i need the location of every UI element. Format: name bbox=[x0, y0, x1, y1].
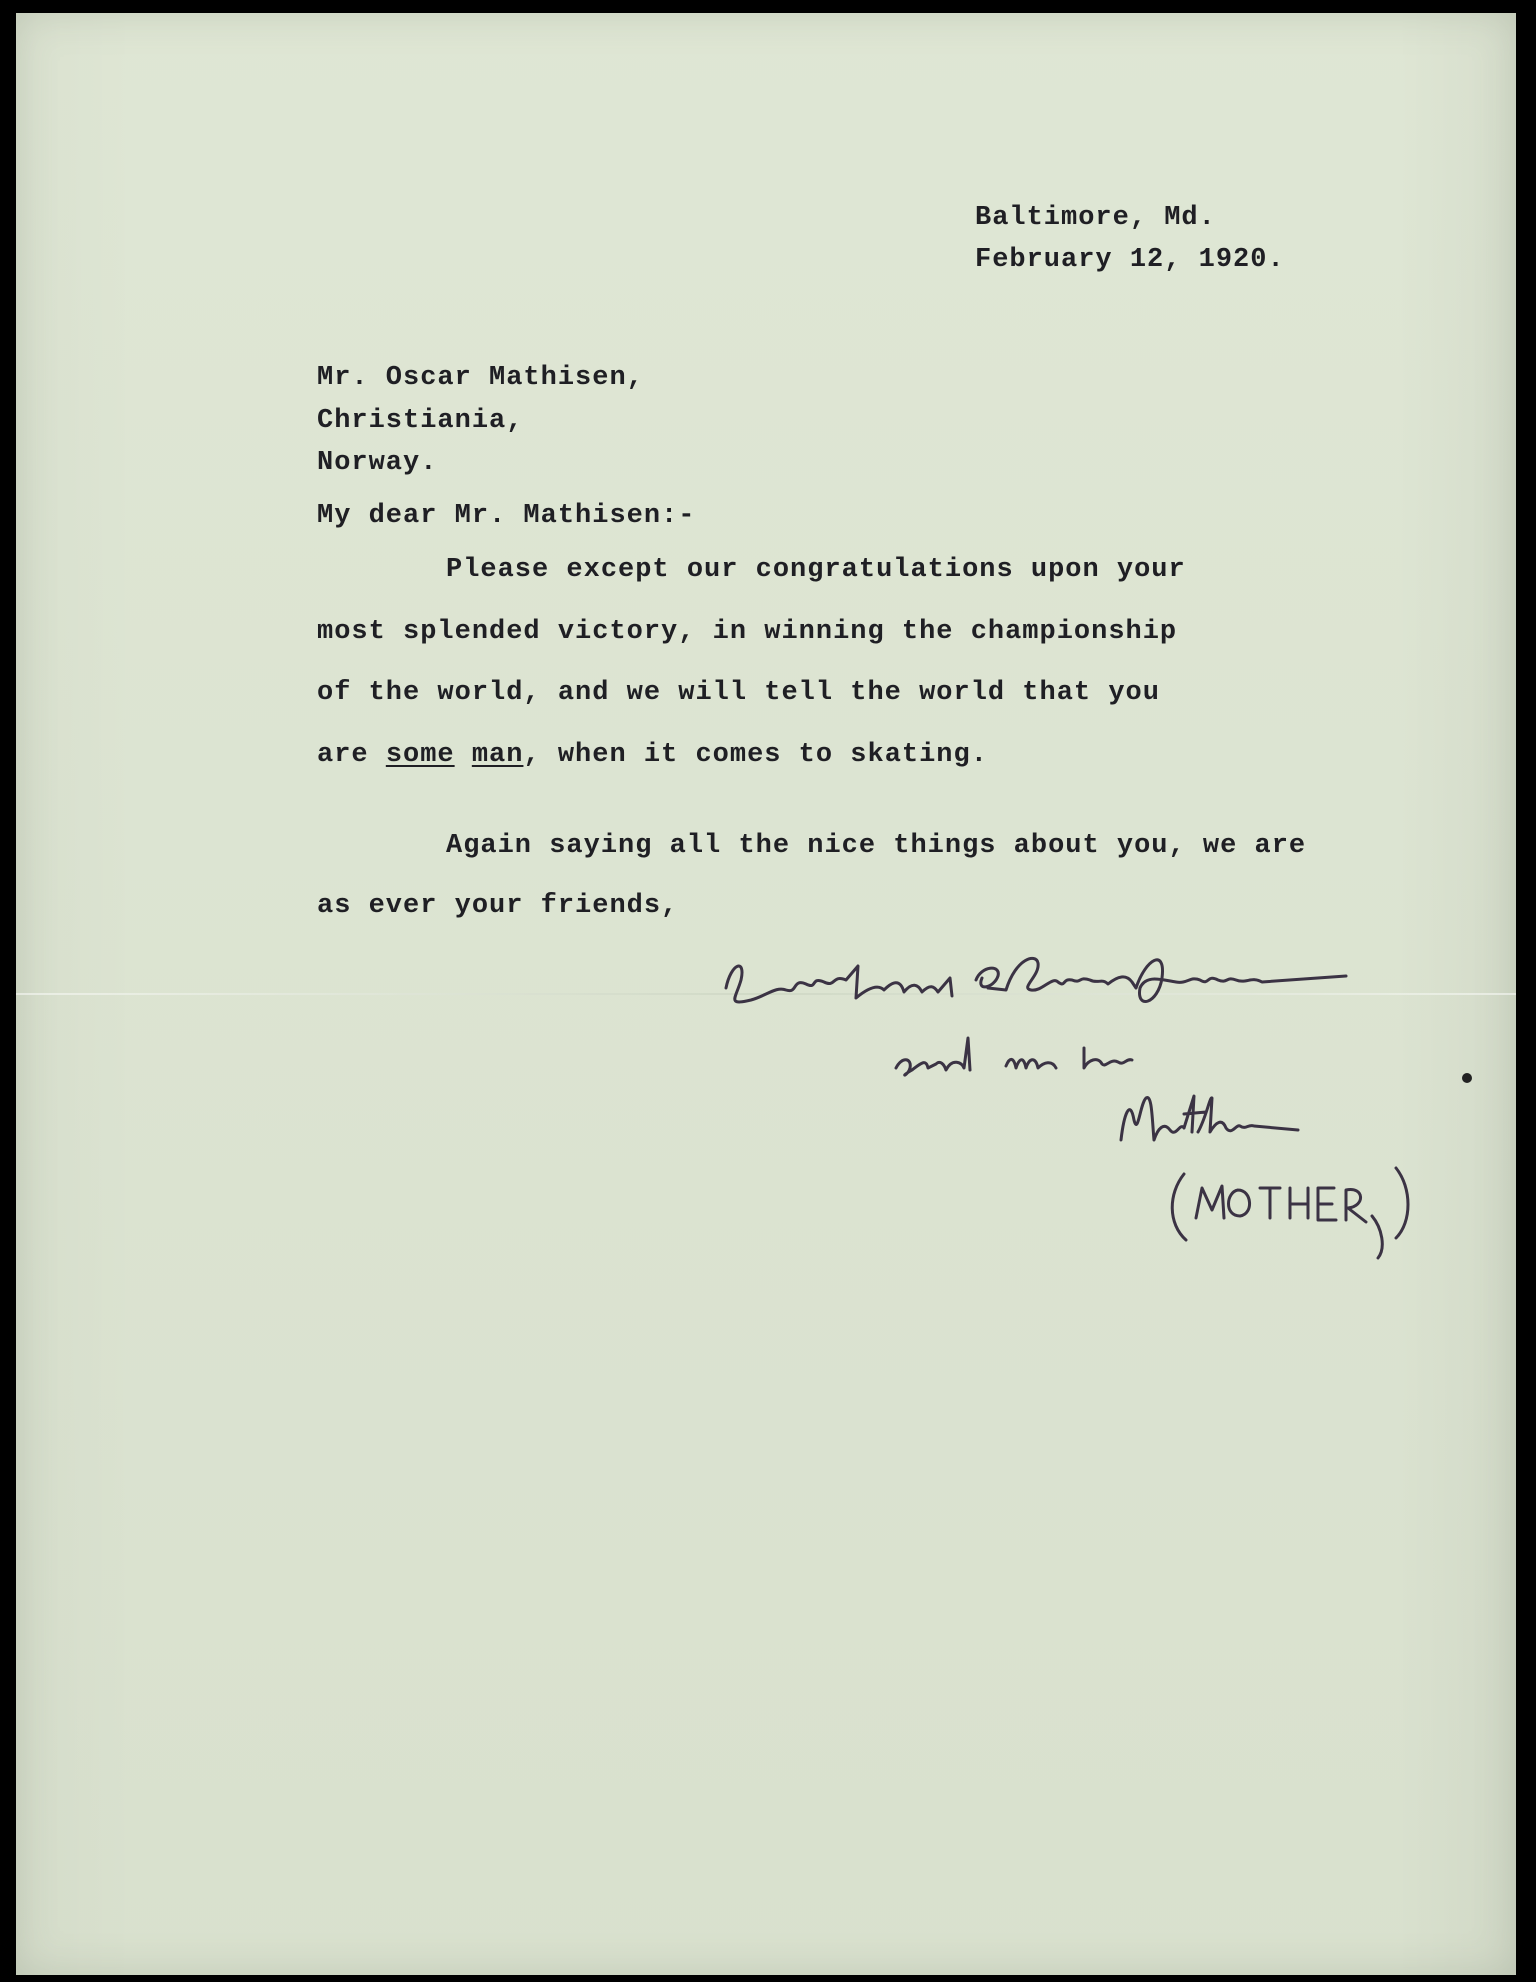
emphasis-man: man bbox=[471, 740, 524, 770]
recipient-name: Mr. Oscar Mathisen, bbox=[317, 363, 644, 393]
paragraph-1-line-4 bbox=[317, 742, 988, 769]
recipient-city: Christiania, bbox=[317, 406, 524, 436]
closing-line: as ever your friends, bbox=[317, 891, 679, 921]
paragraph-1-line-1: Please except our congratulations upon your bbox=[446, 555, 1186, 585]
letter-page bbox=[16, 13, 1516, 1975]
paragraph-2-line-1: Again saying all the nice things about you, we are bbox=[446, 831, 1307, 861]
line-4-start: are bbox=[317, 740, 386, 770]
paragraph-1-line-3: of the world, and we will tell the world that you bbox=[317, 678, 1160, 708]
recipient-country: Norway. bbox=[317, 448, 438, 478]
letter-date: February 12, 1920. bbox=[975, 245, 1285, 275]
letter-place: Baltimore, Md. bbox=[975, 203, 1216, 233]
signature-mother-printed bbox=[1172, 1168, 1408, 1258]
signature-and-me-too bbox=[896, 1038, 1132, 1075]
line-4-space bbox=[455, 740, 472, 770]
salutation: My dear Mr. Mathisen:- bbox=[317, 501, 696, 531]
paragraph-1-line-2: most splended victory, in winning the championship bbox=[317, 617, 1178, 647]
handwritten-signature bbox=[706, 918, 1486, 1248]
emphasis-some: some bbox=[385, 740, 455, 770]
line-4-end: , when it comes to skating. bbox=[523, 740, 988, 770]
signature-mother bbox=[1121, 1096, 1298, 1140]
ink-dot bbox=[1462, 1073, 1472, 1083]
signature-leonard-and-elmer-johnson bbox=[726, 958, 1346, 1002]
